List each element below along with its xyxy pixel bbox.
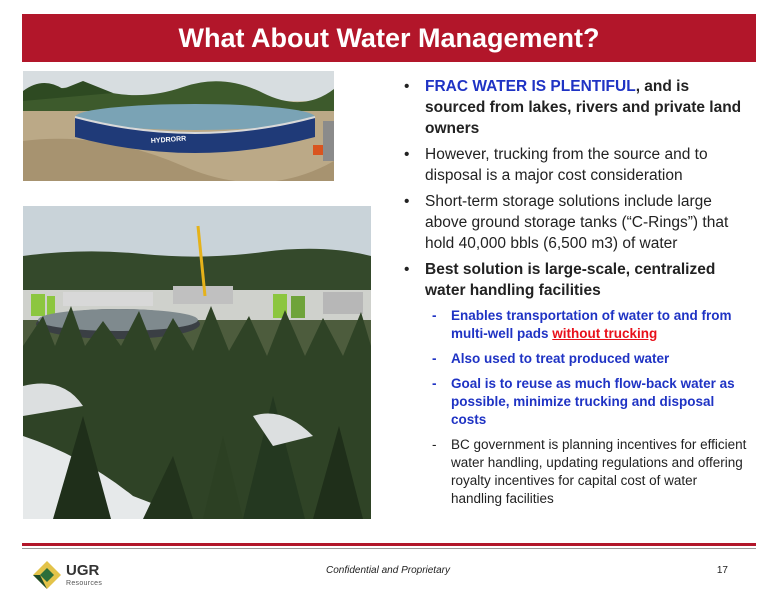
dash-marker: - — [432, 376, 437, 391]
sub-bullet-text: Enables transportation of water to and from multi-well pads — [451, 308, 732, 341]
bullet-frac-water — [404, 76, 750, 139]
bullet-best-solution — [404, 259, 750, 301]
facility-photo — [23, 206, 371, 519]
sub-bullet-reuse — [404, 375, 750, 429]
bullet-list — [404, 76, 750, 515]
sub-bullet-emphasis: without trucking — [552, 326, 658, 341]
sub-bullet-text: BC government is planning incentives for efficient water handling, updating regulations and offering royalty incentives for capital cost of water handling facilities — [451, 437, 747, 506]
page-number: 17 — [716, 565, 728, 576]
bullet-trucking — [404, 144, 750, 186]
slide-title: What About Water Management? — [22, 14, 756, 62]
logo-subtext: Resources — [66, 580, 103, 587]
bullet-text: Best solution is large-scale, centralized water handling facilities — [425, 261, 716, 299]
company-logo — [32, 558, 122, 594]
confidential-notice: Confidential and Proprietary — [326, 565, 450, 576]
sub-bullet-text: Goal is to reuse as much flow-back water as possible, minimize trucking and disposal costs — [451, 376, 735, 427]
footer-rule — [22, 543, 756, 546]
dash-marker: - — [432, 351, 437, 366]
sub-bullet-produced-water — [404, 350, 750, 368]
tank-brand-text: HYDRORR — [150, 135, 187, 145]
tank-photo — [23, 71, 334, 181]
bullet-text: Short-term storage solutions include large above ground storage tanks (“C-Rings”) that hold 40,000 bbls (6,500 m3) of water — [425, 193, 729, 252]
bullet-storage — [404, 191, 750, 254]
sub-bullet-text: Also used to treat produced water — [451, 351, 670, 366]
sub-bullet-list — [404, 307, 750, 508]
bullet-text: However, trucking from the source and to disposal is a major cost consideration — [425, 146, 708, 184]
footer-rule-thin — [22, 548, 756, 549]
sub-bullet-transport — [404, 307, 750, 343]
sub-bullet-bc-government — [404, 436, 750, 508]
bullet-lead: FRAC WATER IS PLENTIFUL — [425, 78, 636, 95]
dash-marker: - — [432, 308, 437, 323]
bullet-text: , and is sourced from lakes, rivers and private land owners — [425, 78, 742, 137]
bullet-marker: • — [404, 78, 410, 95]
bullet-marker: • — [404, 261, 410, 278]
dash-marker: - — [432, 437, 437, 452]
bullet-marker: • — [404, 146, 410, 163]
bullet-marker: • — [404, 193, 410, 210]
logo-text: UGR — [66, 562, 100, 579]
